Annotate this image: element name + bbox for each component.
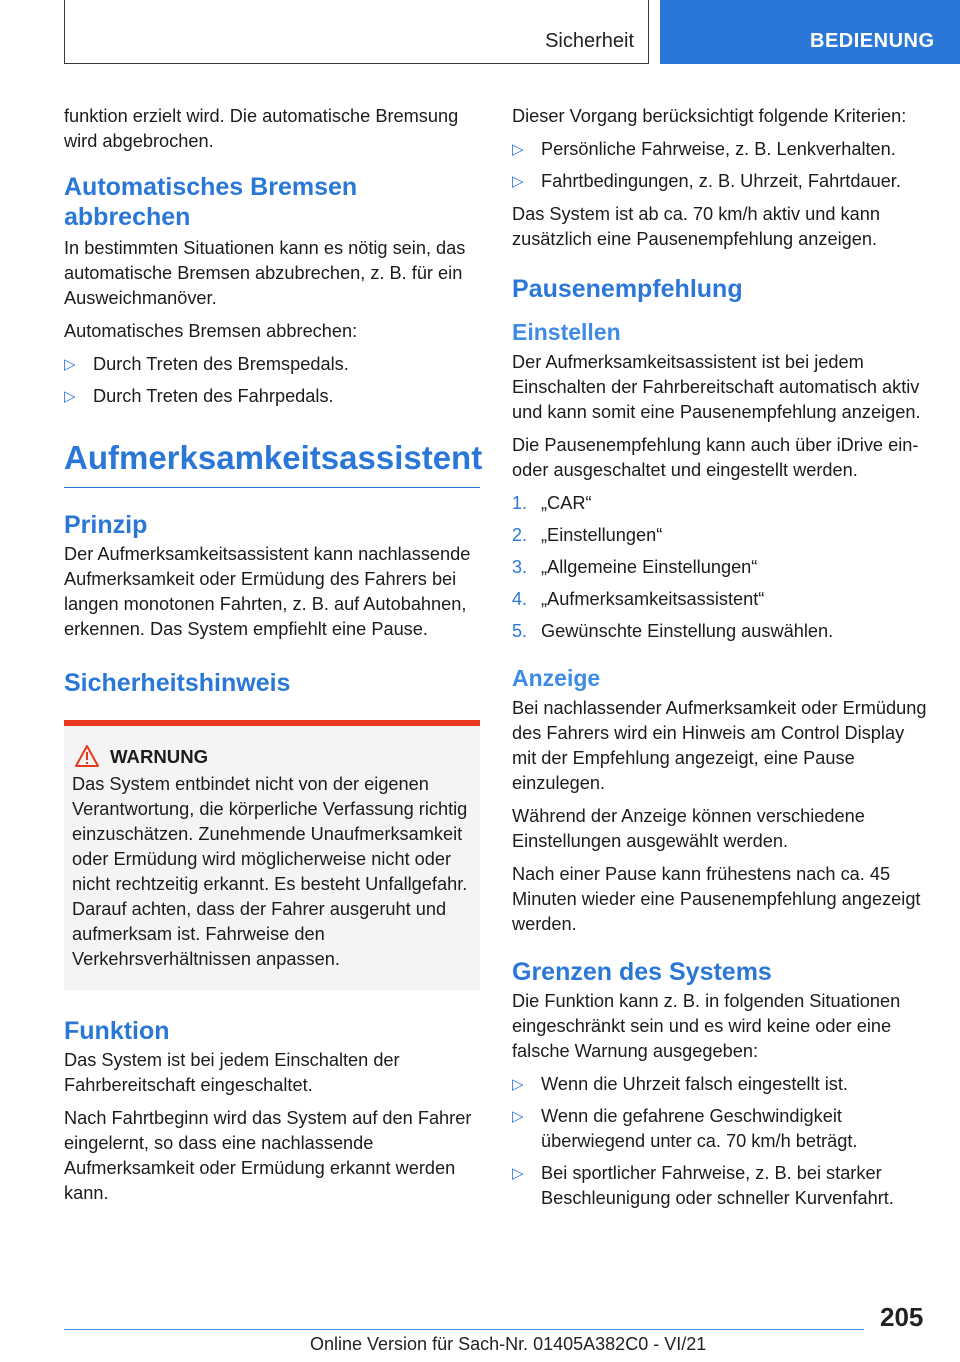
header-section-title: Sicherheit: [545, 30, 634, 52]
paragraph-grenzen: Die Funktion kann z. B. in folgenden Situationen eingeschränkt sein und es wird keine oder eine falsche Warnung ausgegeben:: [512, 991, 901, 1061]
heading-sicherheitshinweis: Sicherheitshinweis: [64, 669, 291, 697]
right-column: [512, 104, 932, 1219]
step-item: 3. „Allgemeine Einstellungen“: [512, 557, 758, 577]
list-item: ▷ Bei sportlicher Fahrweise, z. B. bei starker Beschleunigung oder schneller Kurvenfahrt.: [512, 1163, 894, 1208]
warning-text: Das System entbindet nicht von der eigenen Verantwortung, die körperliche Verfassung richtig einzuschätzen. Zunehmende Unaufmerksamkeit oder Ermüdung wird möglicherweise nicht oder nicht rechtzeitig erkannt. Es besteht Unfallgefahr. Darauf achten, dass der Fahrer ausgeruht und aufmerksam ist. Fahrweise den Verkehrsverhältnissen anpassen.: [72, 774, 468, 969]
page-number: 205: [880, 1302, 924, 1332]
heading-prinzip: Prinzip: [64, 511, 148, 539]
header-chapter-title: BEDIENUNG: [810, 30, 935, 52]
heading-grenzen: Grenzen des Systems: [512, 958, 772, 986]
paragraph-funktion-2: Nach Fahrtbeginn wird das System auf den Fahrer eingelernt, so dass eine nachlassende Aufmerksamkeit oder Ermüdung erkannt werden kann.: [64, 1108, 472, 1203]
paragraph-aktiv: Das System ist ab ca. 70 km/h aktiv und kann zusätzlich eine Pausenempfehlung anzeigen.: [512, 204, 880, 249]
heading-einstellen: Einstellen: [512, 319, 621, 345]
header-chapter-tab: [660, 0, 960, 64]
heading-funktion: Funktion: [64, 1017, 170, 1045]
list-item: ▷ Durch Treten des Fahrpedals.: [64, 384, 480, 409]
left-column: [64, 104, 483, 1214]
list-item: ▷ Fahrtbedingungen, z. B. Uhrzeit, Fahrtdauer.: [512, 169, 932, 194]
paragraph-abbrechen-lead: Automatisches Bremsen abbrechen:: [64, 321, 358, 341]
warning-title: WARNUNG: [110, 746, 209, 767]
header-section-box: [64, 0, 649, 64]
paragraph-prinzip: Der Aufmerksamkeitsassistent kann nachlassende Aufmerksamkeit oder Ermüdung des Fahrers bei langen monotonen Fahrten, z. B. auf Autobahnen, erkennen. Das System empfiehlt eine Pause.: [64, 544, 471, 639]
step-item: 5. Gewünschte Einstellung auswählen.: [512, 621, 834, 641]
paragraph-abbrechen: In bestimmten Situationen kann es nötig sein, das automatische Bremsen abzubrechen, z. B. für ein Ausweichmanöver.: [64, 238, 466, 308]
paragraph-anzeige-2: Während der Anzeige können verschiedene Einstellungen ausgewählt werden.: [512, 806, 865, 851]
triangle-bullet-icon: ▷: [512, 1076, 524, 1093]
list-item: ▷ Wenn die Uhrzeit falsch eingestellt ist.: [512, 1072, 932, 1097]
triangle-bullet-icon: ▷: [64, 356, 76, 373]
triangle-bullet-icon: ▷: [512, 173, 524, 190]
steps-list: [512, 491, 932, 644]
footer-version-text: Online Version für Sach-Nr. 01405A382C0 - VI/21: [310, 1334, 707, 1354]
heading-anzeige: Anzeige: [512, 665, 601, 691]
triangle-bullet-icon: ▷: [512, 1108, 524, 1125]
step-item: 2. „Einstellungen“: [512, 525, 663, 545]
footer-divider: [64, 1329, 864, 1330]
paragraph-funktion-1: Das System ist bei jedem Einschalten der Fahrbereitschaft eingeschaltet.: [64, 1050, 400, 1095]
list-grenzen: [512, 1072, 932, 1211]
step-item: 4. „Aufmerksamkeitsassistent“: [512, 589, 765, 609]
paragraph-anzeige-3: Nach einer Pause kann frühestens nach ca. 45 Minuten wieder eine Pausenempfehlung angezeigt werden.: [512, 864, 921, 934]
warning-box: [64, 720, 480, 990]
main-title: Aufmerksamkeitsassistent: [64, 437, 480, 488]
list-item: ▷ Durch Treten des Bremspedals.: [64, 352, 480, 377]
list-item: ▷ Wenn die gefahrene Geschwindigkeit überwiegend unter ca. 70 km/h beträgt.: [512, 1106, 858, 1151]
triangle-bullet-icon: ▷: [512, 141, 524, 158]
paragraph-kriterien: Dieser Vorgang berücksichtigt folgende Kriterien:: [512, 106, 907, 126]
paragraph-anzeige-1: Bei nachlassender Aufmerksamkeit oder Ermüdung des Fahrers wird ein Hinweis am Control Display mit der Empfehlung angezeigt, eine Pause einzulegen.: [512, 698, 927, 793]
list-item: ▷ Persönliche Fahrweise, z. B. Lenkverhalten.: [512, 137, 932, 162]
step-item: 1. „CAR“: [512, 493, 592, 513]
warning-triangle-icon: [74, 744, 100, 768]
triangle-bullet-icon: ▷: [64, 388, 76, 405]
list-abbrechen: [64, 352, 480, 409]
heading-pausenempfehlung: Pausenempfehlung: [512, 275, 743, 303]
list-kriterien: [512, 137, 932, 194]
paragraph-einstellen-1: Der Aufmerksamkeitsassistent ist bei jedem Einschalten der Fahrbereitschaft automatisch aktiv und kann somit eine Pausenempfehlung anzeigen.: [512, 352, 921, 422]
triangle-bullet-icon: ▷: [512, 1165, 524, 1182]
intro-text: funktion erzielt wird. Die automatische Bremsung wird abgebrochen.: [64, 106, 459, 151]
heading-abbrechen: Automatisches Bremsen abbrechen: [64, 173, 358, 231]
paragraph-einstellen-2: Die Pausenempfehlung kann auch über iDrive ein- oder ausgeschaltet und eingestellt werden.: [512, 435, 919, 480]
